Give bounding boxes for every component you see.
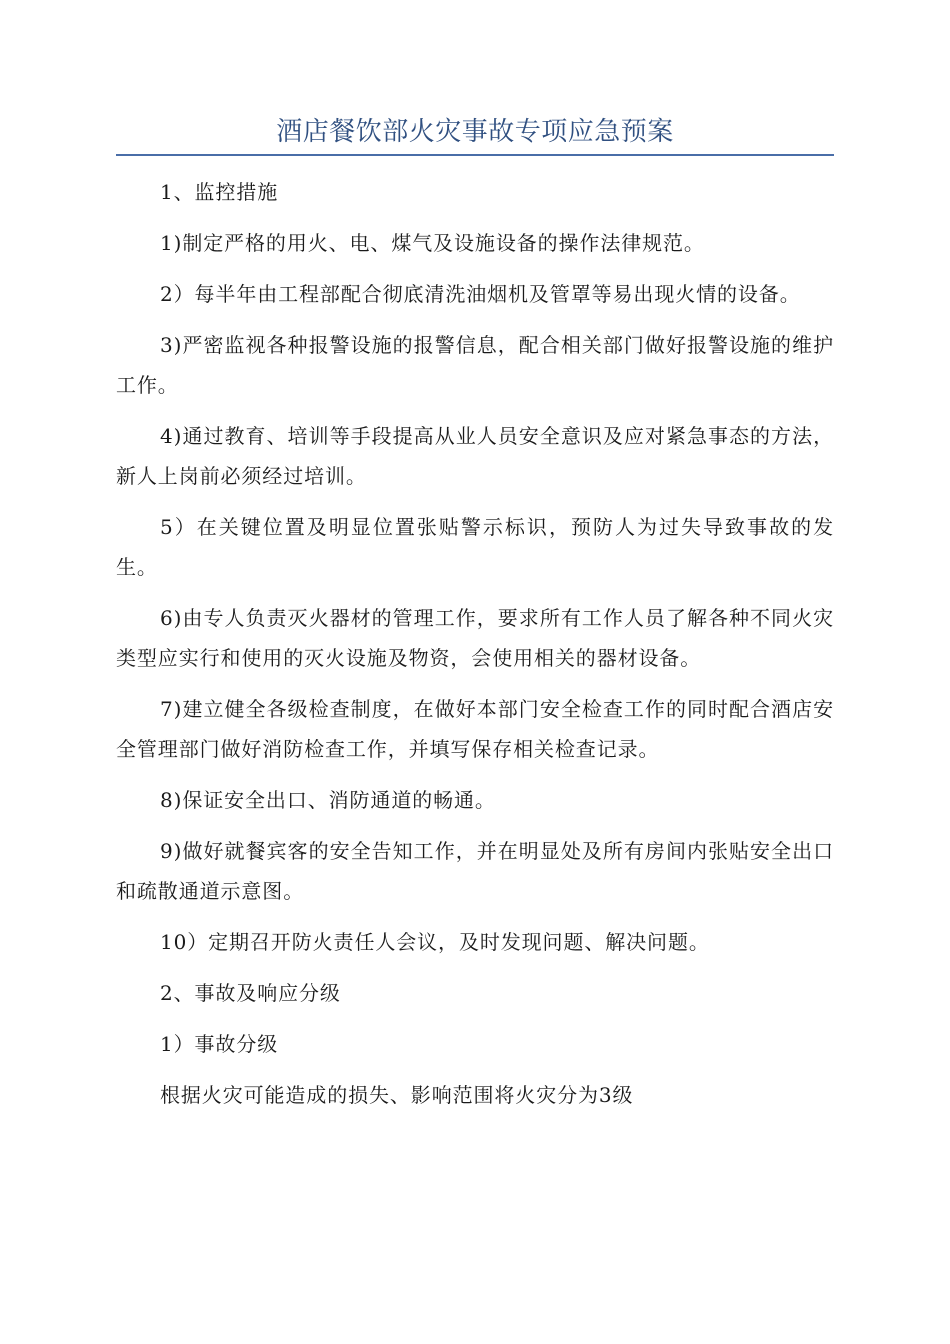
paragraph-item-5: 5）在关键位置及明显位置张贴警示标识，预防人为过失导致事故的发生。	[116, 515, 834, 579]
paragraph-item-10: 10）定期召开防火责任人会议，及时发现问题、解决问题。	[160, 930, 710, 954]
paragraph-item-2: 2）每半年由工程部配合彻底清洗油烟机及管罩等易出现火情的设备。	[160, 282, 801, 306]
title-underline	[116, 154, 834, 156]
paragraph-item-9: 9)做好就餐宾客的安全告知工作，并在明显处及所有房间内张贴安全出口和疏散通道示意图。	[116, 839, 834, 903]
paragraph-grading-intro: 根据火灾可能造成的损失、影响范围将火灾分为3级	[160, 1083, 634, 1107]
document-body	[116, 172, 834, 1126]
paragraph-item-7: 7)建立健全各级检查制度，在做好本部门安全检查工作的同时配合酒店安全管理部门做好消防检查工作，并填写保存相关检查记录。	[116, 697, 834, 761]
paragraph-item-3: 3)严密监视各种报警设施的报警信息，配合相关部门做好报警设施的维护工作。	[116, 333, 834, 397]
section-heading-monitoring: 1、监控措施	[160, 180, 279, 204]
paragraph-item-8: 8)保证安全出口、消防通道的畅通。	[160, 788, 496, 812]
paragraph-item-4: 4)通过教育、培训等手段提高从业人员安全意识及应对紧急事态的方法，新人上岗前必须经过培训。	[116, 424, 834, 488]
subsection-heading-accident-grading: 1）事故分级	[160, 1032, 279, 1056]
paragraph-item-6: 6)由专人负责灭火器材的管理工作，要求所有工作人员了解各种不同火灾类型应实行和使用的灭火设施及物资，会使用相关的器材设备。	[116, 606, 834, 670]
section-heading-grading: 2、事故及响应分级	[160, 981, 341, 1005]
document-title: 酒店餐饮部火灾事故专项应急预案	[276, 117, 674, 147]
paragraph-item-1: 1)制定严格的用火、电、煤气及设施设备的操作法律规范。	[160, 231, 705, 255]
